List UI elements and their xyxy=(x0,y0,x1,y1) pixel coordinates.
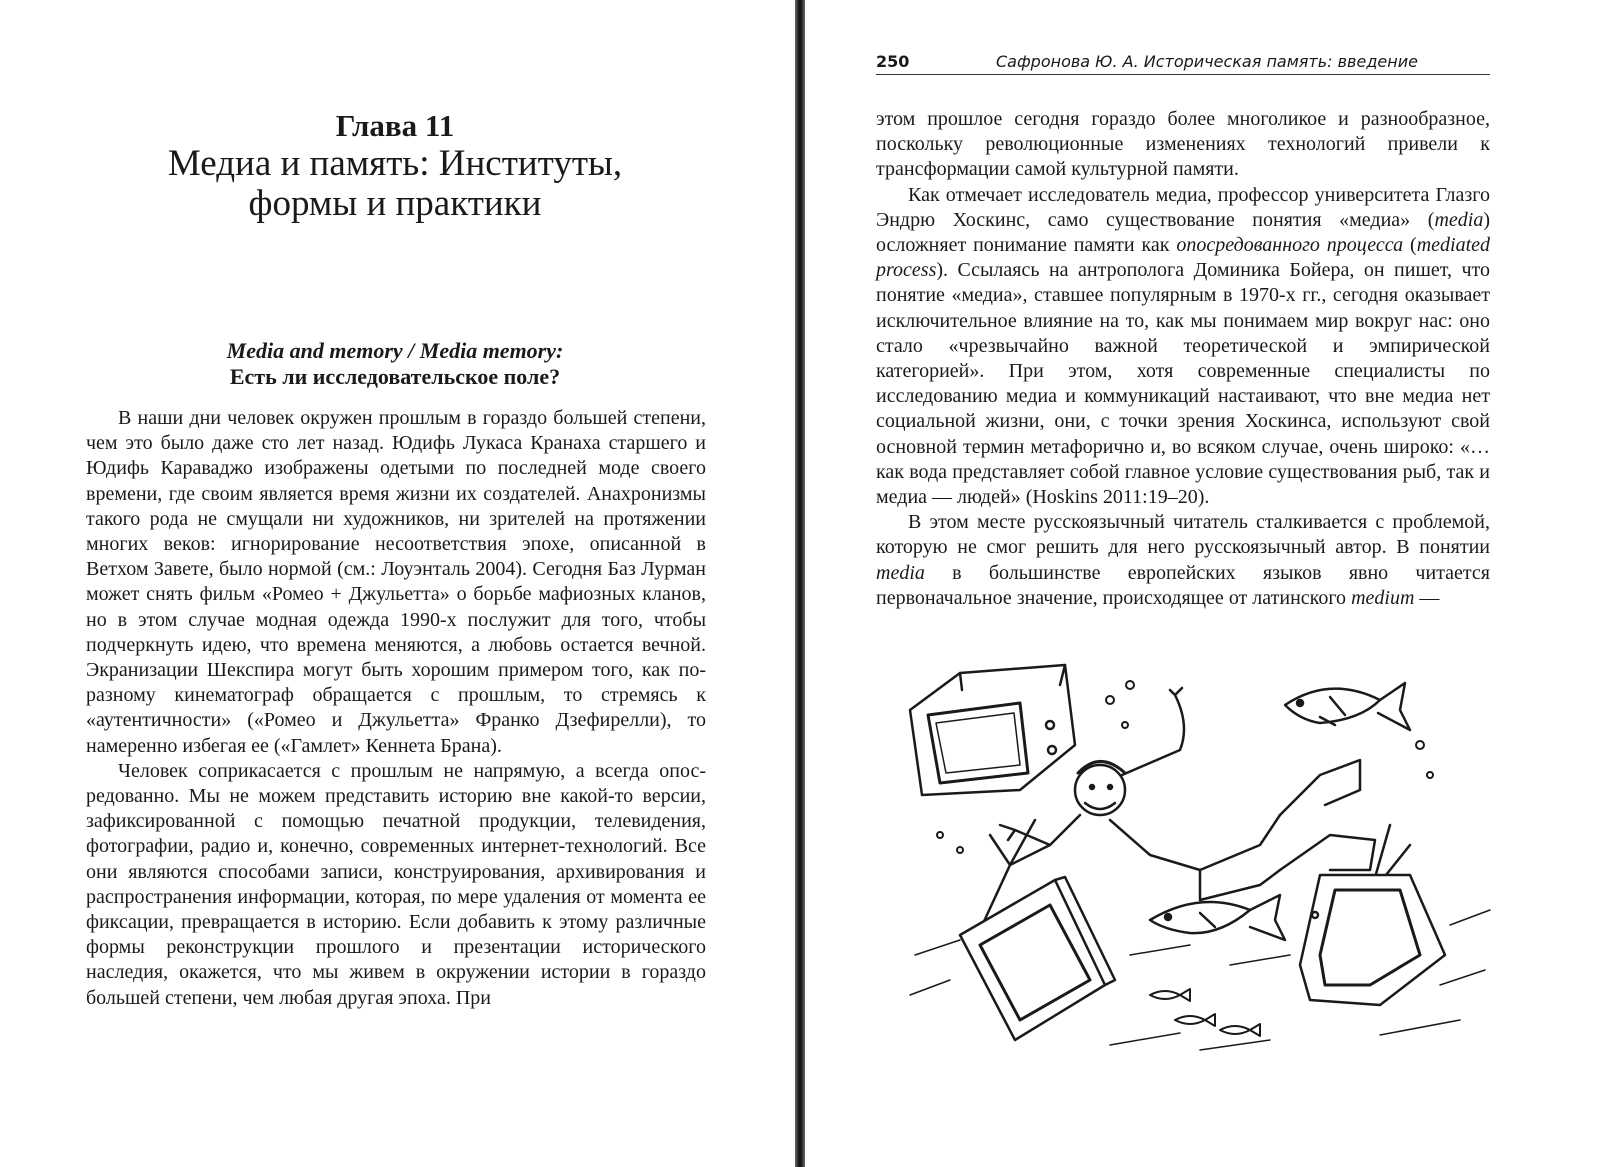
fish-top-right-icon xyxy=(1285,683,1410,730)
right-page xyxy=(805,0,1600,1167)
running-header xyxy=(876,50,1490,75)
tv-top-left-icon xyxy=(910,665,1075,795)
text-run: ). Ссылаясь на антрополога Доминика Бойера, он пишет, что понятие «медиа», ставшее популярным в 1970-х гг., сегодня оказывает исключительное влияние на то, как мы понимаем мир вокруг нас: оно стало «чрезвычайно важной теоретической и эмпирической категорией». При этом, хотя современные специалисты по исследованию медиа и коммуникаций настаивают, что вне медиа нет социальной жизни, они, с точки зрения Хоскинса, используют свой основной термин метафорично и, во всяком случае, очень широко: «…как вода представляет собой главное условие существования рыб, так и медиа — людей» (Hoskins 2011:19–20). xyxy=(876,259,1490,509)
chapter-title xyxy=(90,144,700,224)
left-body-text xyxy=(86,406,706,1011)
section-heading xyxy=(90,338,700,390)
right-paragraph-2 xyxy=(876,183,1490,511)
tv-bottom-left-icon xyxy=(960,820,1115,1040)
chapter-title-line2: формы и практики xyxy=(248,183,542,224)
chapter-number: Глава 11 xyxy=(335,108,455,143)
small-fishes-icon xyxy=(1150,989,1260,1036)
text-run: ) осложняет понимание памяти как xyxy=(876,208,1490,257)
section-heading-line1: Media and memory / Media memory: xyxy=(226,338,564,363)
underwater-tv-illustration xyxy=(900,655,1500,1055)
left-page xyxy=(0,0,795,1167)
italic-term: опосредованного процесса xyxy=(1176,234,1404,257)
italic-term: mediated process xyxy=(876,234,1490,282)
chapter-title-line1: Медиа и память: Институты, xyxy=(167,143,623,184)
left-paragraph-2: Человек соприкасается с прошлым не напрямую, а всегда опосредованно. Мы не можем представить историю вне какой-то версии, зафиксированной с помощью печатной продукции, телевидения, фотографии, радио и, конечно, современных интернет-технологий. Все они являются способами записи, конструирования, архивирования и распространения информации, которая, по мере удаления от момента ее фиксации, превращается в историю. Если добавить к этому различные формы реконструкции прошлого и презентации исторического наследия, окажется, что мы живем в окружении истории в гораздо большей степени, чем любая другая эпоха. При xyxy=(86,759,706,1009)
italic-term: media xyxy=(876,561,925,584)
italic-term: media xyxy=(1434,208,1484,231)
running-head-text: Сафронова Ю. А. Историческая память: введение xyxy=(996,52,1418,71)
fish-middle-icon xyxy=(1150,895,1285,940)
page-number: 250 xyxy=(876,52,910,71)
italic-term: medium xyxy=(1351,586,1415,609)
section-heading-line2: Есть ли исследовательское поле? xyxy=(229,364,561,389)
right-paragraph-1: этом прошлое сегодня гораздо более многоликое и разнообразное, поскольку революционные изменениях технологий привели к трансформации самой культурной памяти. xyxy=(876,108,1490,181)
chapter-heading xyxy=(90,108,700,224)
right-paragraph-3 xyxy=(876,510,1490,611)
left-paragraph-1: В наши дни человек окружен прошлым в гораздо большей степени, чем это было даже сто лет назад. Юдифь Лукаса Кранаха старшего и Юдифь Караваджо изображены одетыми по последней моде своего времени, где своим является время жизни их создателей. Анахронизмы такого рода не смущали ни художников, ни зрителей на протяжении многих веков: игнорирование несоответствия эпохе, описанной в Ветхом Завете, было нормой (см.: Лоуэнталь 2004). Сегодня Баз Лурман может снять фильм «Ромео + Джульетта» о борьбе мафиозных кланов, но в этом случае модная одежда 1990-х послужит для того, чтобы подчеркнуть идею, что времена меняются, а любовь остается вечной. Экранизации Шекспира могут быть хорошим примером того, как по-разному кинематограф обращается с прошлым, то стремясь к «аутентичности» («Ромео и Джульетта» Франко Дзефирелли), то намеренно избегая ее («Гамлет» Кеннета Брана). xyxy=(86,407,706,757)
book-spine-divider xyxy=(795,0,805,1167)
right-body-text xyxy=(876,107,1490,611)
text-run: ( xyxy=(1403,234,1417,257)
text-run: В этом месте русскоязычный читатель сталкивается с проблемой, которую не смог решить для него русскоязычный автор. В понятии xyxy=(876,511,1490,559)
text-run: в большинстве европейских языков явно читается первоначальное значение, происходящее от латинского xyxy=(876,561,1490,609)
text-run: — xyxy=(1414,586,1440,609)
text-run: Как отмечает исследователь медиа, профессор университета Глазго Эндрю Хоскинс, само существование понятия «медиа» ( xyxy=(876,183,1490,231)
